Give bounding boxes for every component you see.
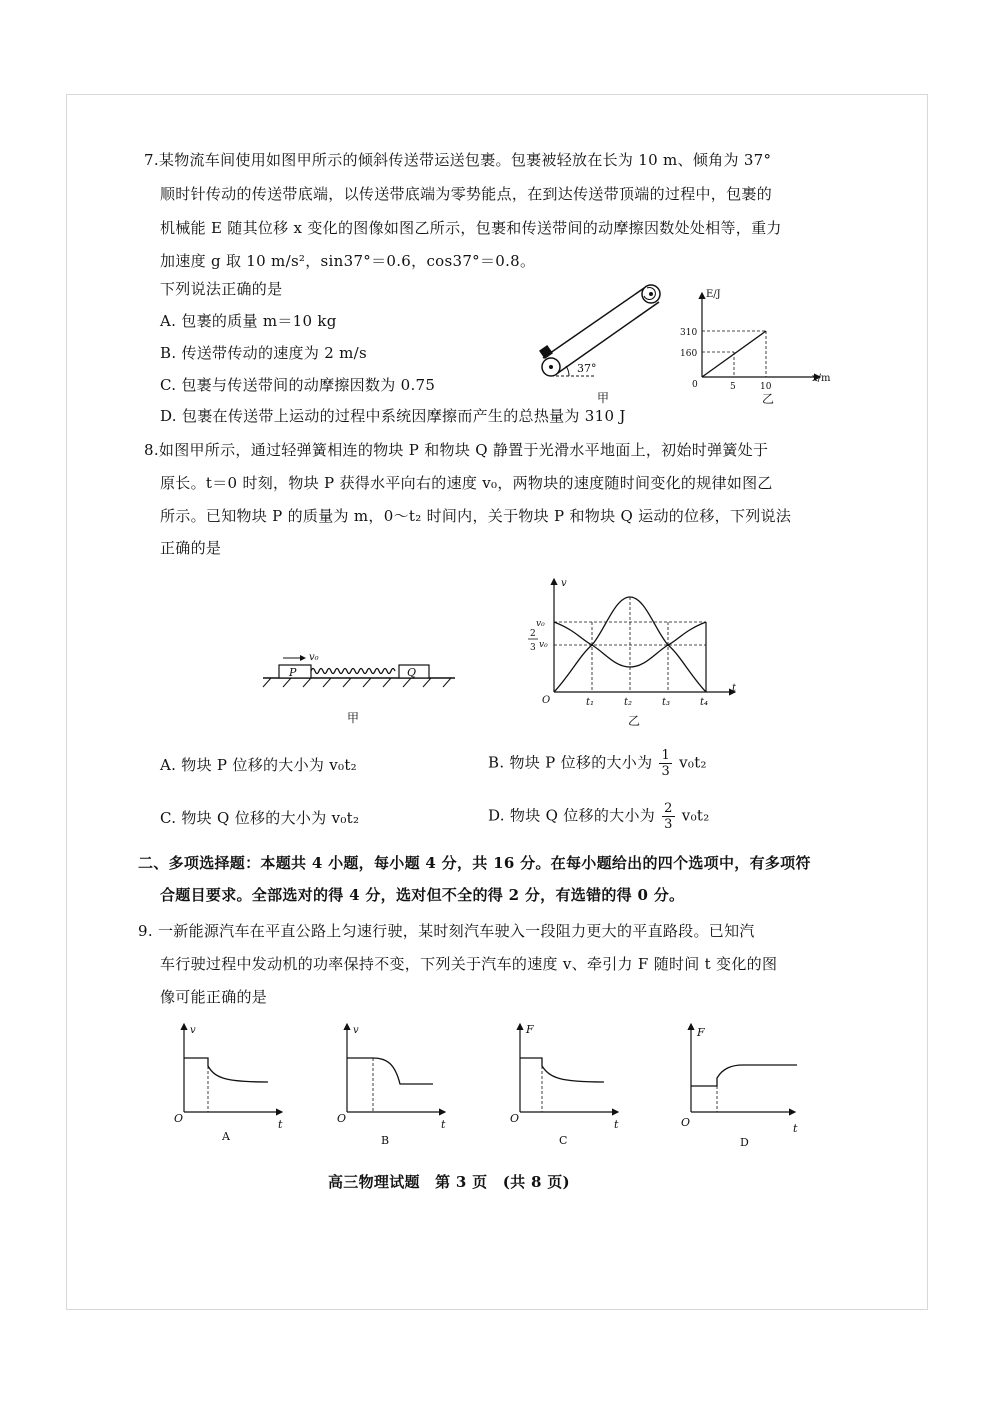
q8-option-a: A. 物块 P 位移的大小为 v₀t₂ (160, 756, 357, 774)
svg-text:甲: 甲 (347, 711, 360, 725)
q9-line-1: 9. 一新能源汽车在平直公路上匀速行驶，某时刻汽车驶入一段阻力更大的平直路段。已知汽 (138, 922, 755, 940)
q7-prompt: 下列说法正确的是 (160, 280, 283, 298)
svg-text:F: F (697, 1026, 705, 1039)
q8-line-4: 正确的是 (160, 539, 222, 557)
svg-text:乙: 乙 (762, 392, 775, 405)
svg-text:160: 160 (680, 349, 698, 359)
svg-text:F: F (526, 1023, 534, 1036)
q9-graph-d (677, 1020, 807, 1150)
q8-line-2: 原长。t＝0 时刻，物块 P 获得水平向右的速度 v₀，两物块的速度随时间变化的规律如图乙 (160, 474, 773, 492)
q7-line-4: 加速度 g 取 10 m/s²，sin37°＝0.6，cos37°＝0.8。 (160, 252, 536, 270)
q7-option-c: C. 包裹与传送带间的动摩擦因数为 0.75 (160, 376, 436, 394)
svg-text:O: O (510, 1112, 520, 1125)
q9-graph-b (333, 1020, 463, 1150)
svg-text:t: t (614, 1118, 619, 1131)
page-footer: 高三物理试题 第 3 页 (共 8 页) (328, 1173, 570, 1191)
svg-text:10: 10 (760, 382, 772, 392)
figure-caption-jia: 甲 (597, 391, 610, 405)
svg-text:t₂: t₂ (624, 697, 633, 708)
svg-text:t: t (732, 683, 737, 694)
svg-text:t: t (441, 1118, 446, 1131)
svg-text:310: 310 (680, 328, 698, 338)
q8-line-3: 所示。已知物块 P 的质量为 m，0～t₂ 时间内，关于物块 P 和物块 Q 运动的位移，下列说法 (160, 507, 792, 525)
svg-text:v: v (353, 1025, 359, 1036)
svg-text:t₄: t₄ (700, 697, 709, 708)
q7-line-2: 顺时针传动的传送带底端，以传送带底端为零势能点，在到达传送带顶端的过程中，包裹的 (160, 185, 773, 203)
svg-text:B: B (381, 1134, 390, 1147)
svg-text:v: v (190, 1025, 196, 1036)
parcel (539, 345, 553, 359)
svg-text:E/J: E/J (706, 289, 721, 300)
svg-text:t₁: t₁ (586, 697, 595, 708)
svg-text:v: v (561, 578, 567, 589)
section-2-heading: 二、多项选择题：本题共 4 小题，每小题 4 分，共 16 分。在每小题给出的四个选项中，有多项符 (138, 854, 811, 872)
svg-text:t: t (278, 1118, 283, 1131)
q7-option-b: B. 传送带传动的速度为 2 m/s (160, 344, 368, 362)
q7-line-3: 机械能 E 随其位移 x 变化的图像如图乙所示，包裹和传送带间的动摩擦因数处处相等，重力 (160, 219, 782, 237)
svg-text:2: 2 (530, 629, 536, 639)
svg-text:5: 5 (730, 382, 736, 392)
svg-text:Q: Q (407, 666, 417, 679)
q9-graph-c (506, 1020, 636, 1150)
q8-line-1: 8.如图甲所示，通过轻弹簧相连的物块 P 和物块 Q 静置于光滑水平地面上，初始时弹簧处于 (144, 441, 769, 459)
q7-line-1: 7.某物流车间使用如图甲所示的倾斜传送带运送包裹。包裹被轻放在长为 10 m、倾角为 37° (144, 151, 772, 169)
q7-conveyor-figure (535, 280, 675, 410)
svg-text:t₃: t₃ (662, 697, 671, 708)
svg-text:v₀: v₀ (309, 652, 319, 663)
q8-option-d: D. 物块 Q 位移的大小为 $\frac{2}{3}$ v₀t₂ (488, 801, 710, 832)
section-2-instructions: 合题目要求。全部选对的得 4 分，选对但不全的得 2 分，有选错的得 0 分。 (160, 886, 685, 904)
svg-text:v₀: v₀ (539, 640, 548, 650)
energy-line (702, 331, 766, 377)
svg-text:v₀: v₀ (536, 619, 545, 629)
svg-text:x/m: x/m (812, 373, 831, 384)
q8-spring-figure (255, 645, 465, 730)
q7-option-d: D. 包裹在传送带上运动的过程中系统因摩擦而产生的总热量为 310 J (160, 407, 626, 425)
svg-text:O: O (174, 1112, 184, 1125)
svg-text:乙: 乙 (628, 714, 641, 728)
q9-line-2: 车行驶过程中发动机的功率保持不变，下列关于汽车的速度 v、牵引力 F 随时间 t 变化的图 (160, 955, 778, 973)
spring (311, 669, 395, 674)
svg-text:P: P (289, 666, 297, 679)
svg-text:0: 0 (692, 380, 698, 390)
svg-text:D: D (740, 1136, 749, 1149)
q9-line-3: 像可能正确的是 (160, 988, 268, 1006)
svg-text:C: C (559, 1134, 568, 1147)
svg-text:O: O (542, 695, 551, 706)
q8-velocity-graph (520, 575, 745, 735)
svg-text:O: O (337, 1112, 347, 1125)
svg-text:A: A (222, 1130, 230, 1143)
svg-text:3: 3 (530, 643, 536, 653)
q7-energy-graph (680, 285, 840, 405)
q7-option-a: A. 包裹的质量 m＝10 kg (160, 312, 337, 330)
svg-text:t: t (793, 1122, 798, 1135)
q8-option-c: C. 物块 Q 位移的大小为 v₀t₂ (160, 809, 360, 827)
q8-option-b: B. 物块 P 位移的大小为 $\frac{1}{3}$ v₀t₂ (488, 748, 707, 779)
svg-text:O: O (681, 1116, 691, 1129)
q9-graph-a (170, 1020, 300, 1150)
angle-label: 37° (577, 362, 597, 375)
